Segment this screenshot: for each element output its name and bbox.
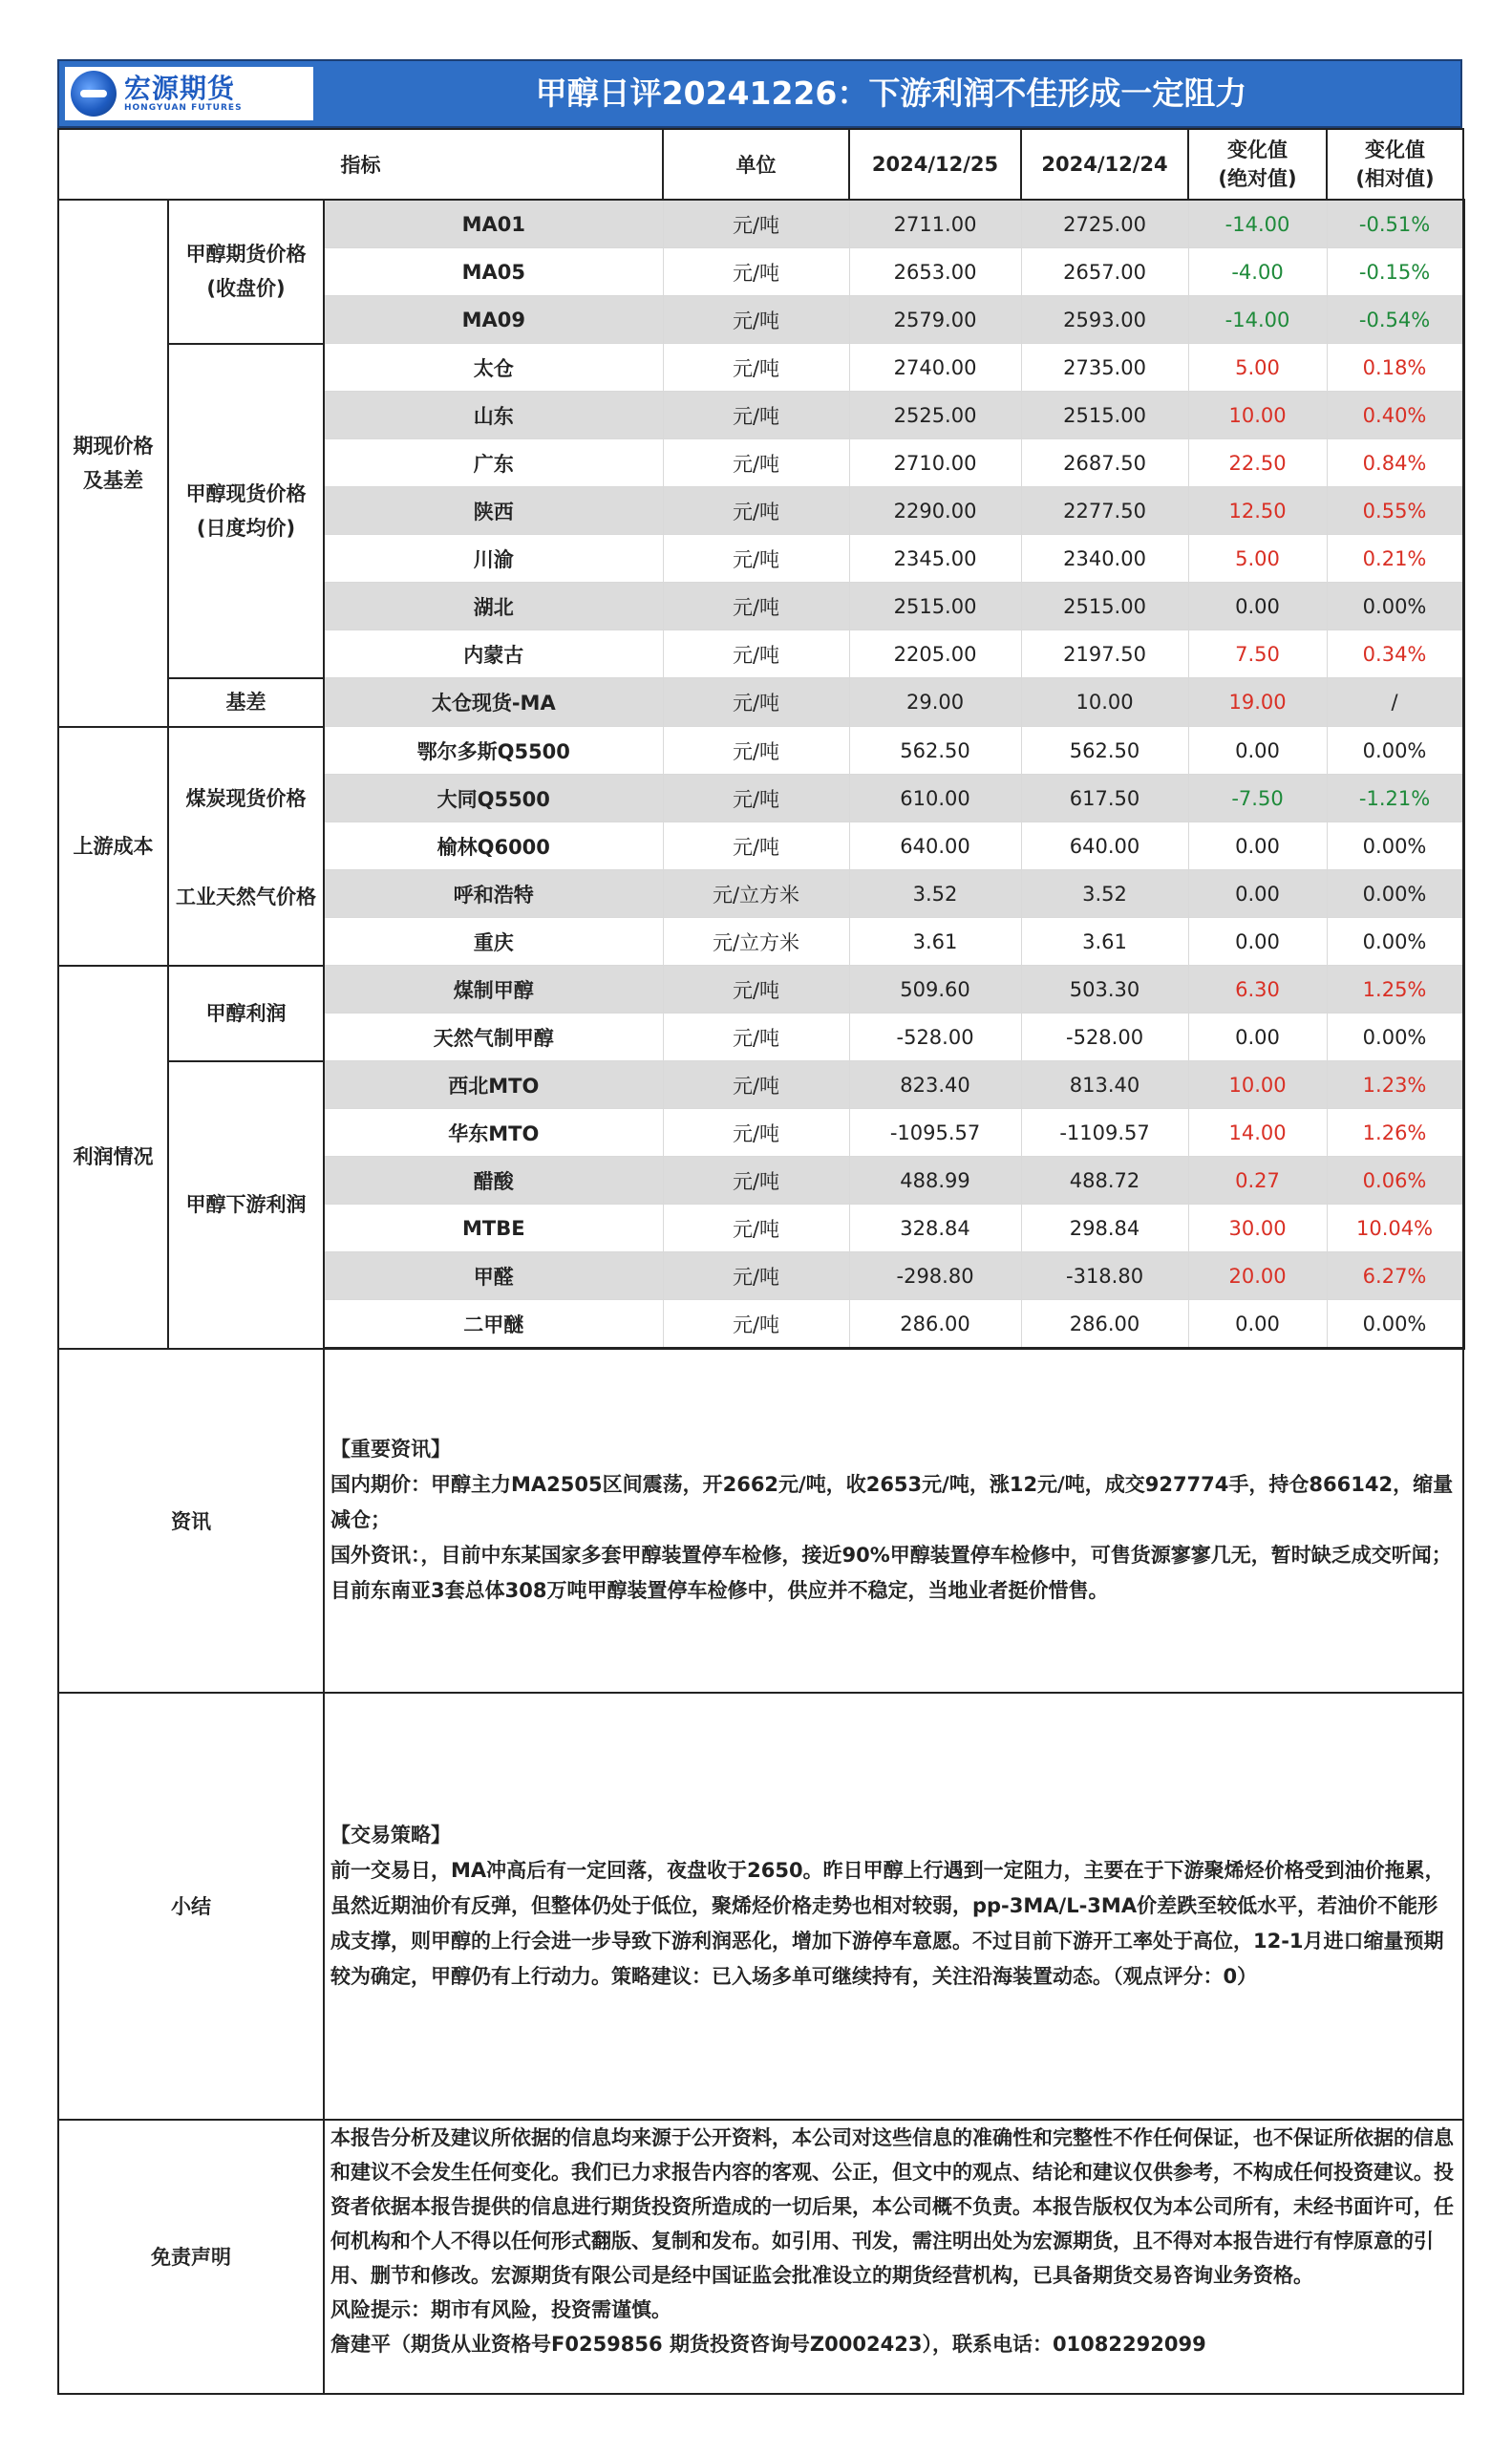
table-row bbox=[58, 200, 1463, 248]
table-header-row bbox=[58, 129, 1463, 200]
row-value-1: 2711.00 bbox=[849, 200, 1021, 248]
row-abs-change: -4.00 bbox=[1188, 248, 1327, 296]
row-abs-change: 0.00 bbox=[1188, 583, 1327, 630]
row-name: 呼和浩特 bbox=[324, 870, 663, 918]
row-value-1: 640.00 bbox=[849, 822, 1021, 870]
row-value-1: 2515.00 bbox=[849, 583, 1021, 630]
row-unit: 元/吨 bbox=[663, 344, 849, 392]
row-rel-change: 1.26% bbox=[1327, 1109, 1463, 1157]
row-value-2: 10.00 bbox=[1021, 678, 1188, 727]
col-date1: 2024/12/25 bbox=[849, 129, 1021, 200]
subcategory-basis: 基差 bbox=[168, 678, 324, 727]
row-value-1: 2205.00 bbox=[849, 630, 1021, 678]
report-header bbox=[57, 59, 1462, 128]
row-name: 川渝 bbox=[324, 535, 663, 583]
row-rel-change: 0.18% bbox=[1327, 344, 1463, 392]
row-value-1: 562.50 bbox=[849, 727, 1021, 775]
row-value-1: 2525.00 bbox=[849, 392, 1021, 439]
row-name: 湖北 bbox=[324, 583, 663, 630]
summary-row bbox=[58, 1693, 1463, 2120]
row-name: MA05 bbox=[324, 248, 663, 296]
row-value-2: 2657.00 bbox=[1021, 248, 1188, 296]
row-rel-change: 0.00% bbox=[1327, 1014, 1463, 1061]
row-abs-change: 0.00 bbox=[1188, 1014, 1327, 1061]
row-unit: 元/立方米 bbox=[663, 870, 849, 918]
row-rel-change: 0.00% bbox=[1327, 822, 1463, 870]
row-rel-change: 0.06% bbox=[1327, 1157, 1463, 1205]
news-foreign: 国外资讯：，目前中东某国家多套甲醇装置停车检修，接近90%甲醇装置停车检修中，可售货源寥寥几无，暂时缺乏成交听闻；目前东南亚3套总体308万吨甲醇装置停车检修中，供应并不稳定，当地业者挺价惜售。 bbox=[330, 1544, 1452, 1603]
row-name: MA09 bbox=[324, 296, 663, 344]
table-row bbox=[58, 678, 1463, 727]
news-heading: 【重要资讯】 bbox=[330, 1438, 451, 1462]
row-rel-change: 1.23% bbox=[1327, 1061, 1463, 1109]
row-value-2: 2735.00 bbox=[1021, 344, 1188, 392]
row-abs-change: -7.50 bbox=[1188, 775, 1327, 822]
row-unit: 元/吨 bbox=[663, 1061, 849, 1109]
row-unit: 元/吨 bbox=[663, 727, 849, 775]
row-value-1: -1095.57 bbox=[849, 1109, 1021, 1157]
subcategory-gas-price bbox=[168, 870, 324, 966]
row-value-2: 617.50 bbox=[1021, 775, 1188, 822]
subcategory-gas-price-label: 工业天然气价格 bbox=[176, 885, 316, 908]
subcategory-spot-price-l1: 甲醇现货价格 bbox=[185, 481, 307, 505]
row-value-2: 286.00 bbox=[1021, 1300, 1188, 1349]
row-unit: 元/吨 bbox=[663, 1109, 849, 1157]
row-abs-change: 14.00 bbox=[1188, 1109, 1327, 1157]
row-unit: 元/吨 bbox=[663, 1300, 849, 1349]
row-unit: 元/立方米 bbox=[663, 918, 849, 966]
disclaimer-row bbox=[58, 2120, 1463, 2394]
report-title: 甲醇日评20241226：下游利润不佳形成一定阻力 bbox=[535, 75, 1247, 112]
row-rel-change: 0.00% bbox=[1327, 1300, 1463, 1349]
col-rel-change-l1: 变化值 bbox=[1365, 139, 1426, 161]
row-name: 内蒙古 bbox=[324, 630, 663, 678]
row-name: 榆林Q6000 bbox=[324, 822, 663, 870]
subcategory-spot-price-l2: (日度均价) bbox=[196, 516, 296, 540]
row-value-2: 2197.50 bbox=[1021, 630, 1188, 678]
row-value-1: 29.00 bbox=[849, 678, 1021, 727]
row-rel-change: 0.00% bbox=[1327, 727, 1463, 775]
row-value-2: 2593.00 bbox=[1021, 296, 1188, 344]
row-name: MTBE bbox=[324, 1205, 663, 1252]
row-rel-change: / bbox=[1327, 678, 1463, 727]
row-value-2: 2515.00 bbox=[1021, 392, 1188, 439]
row-unit: 元/吨 bbox=[663, 966, 849, 1014]
row-name: 陕西 bbox=[324, 487, 663, 535]
row-unit: 元/吨 bbox=[663, 487, 849, 535]
row-unit: 元/吨 bbox=[663, 439, 849, 487]
row-abs-change: 7.50 bbox=[1188, 630, 1327, 678]
row-abs-change: -14.00 bbox=[1188, 200, 1327, 248]
row-name: 山东 bbox=[324, 392, 663, 439]
subcategory-methanol-profit: 甲醇利润 bbox=[168, 966, 324, 1061]
row-name: 太仓现货-MA bbox=[324, 678, 663, 727]
row-abs-change: 20.00 bbox=[1188, 1252, 1327, 1300]
row-value-2: -528.00 bbox=[1021, 1014, 1188, 1061]
row-rel-change: 0.40% bbox=[1327, 392, 1463, 439]
category-upstream: 上游成本 bbox=[58, 727, 168, 966]
summary-text: 前一交易日，MA冲高后有一定回落，夜盘收于2650。昨日甲醇上行遇到一定阻力，主要在于下游聚烯烃价格受到油价拖累，虽然近期油价有反弹，但整体仍处于低位，聚烯烃价格走势也相对较弱，pp-3MA/L-3MA价差跌至较低水平，若油价不能形成支撑，则甲醇的上行会进一步导致下游利润恶化，增加下游停车意愿。不过目前下游开工率处于高位，12-1月进口缩量预期较为确定，甲醇仍有上行动力。策略建议：已入场多单可继续持有，关注沿海装置动态。（观点评分：0） bbox=[330, 1858, 1445, 1988]
row-name: 广东 bbox=[324, 439, 663, 487]
row-unit: 元/吨 bbox=[663, 630, 849, 678]
col-indicator: 指标 bbox=[58, 129, 663, 200]
row-value-2: 2515.00 bbox=[1021, 583, 1188, 630]
table-row bbox=[58, 727, 1463, 775]
row-abs-change: 10.00 bbox=[1188, 392, 1327, 439]
disclaimer-text: 本报告分析及建议所依据的信息均来源于公开资料，本公司对这些信息的准确性和完整性不作任何保证，也不保证所依据的信息和建议不会发生任何变化。我们已力求报告内容的客观、公正，但文中的观点、结论和建议仅供参考，不构成任何投资建议。投资者依据本报告提供的信息进行期货投资所造成的一切后果，本公司概不负责。本报告版权仅为本公司所有，未经书面许可，任何机构和个人不得以任何形式翻版、复制和发布。如引用、刊发，需注明出处为宏源期货，且不得对本报告进行有悖原意的引用、删节和修改。宏源期货有限公司是经中国证监会批准设立的期货经营机构，已具备期货交易咨询业务资格。 bbox=[330, 2125, 1454, 2287]
row-value-2: 488.72 bbox=[1021, 1157, 1188, 1205]
row-unit: 元/吨 bbox=[663, 775, 849, 822]
row-name: 二甲醚 bbox=[324, 1300, 663, 1349]
subcategory-futures-price-l1: 甲醇期货价格 bbox=[185, 243, 307, 267]
row-abs-change: 0.00 bbox=[1188, 918, 1327, 966]
report-sheet bbox=[57, 59, 1462, 2395]
category-futures-basis-l2: 及基差 bbox=[83, 468, 143, 492]
row-rel-change: -0.15% bbox=[1327, 248, 1463, 296]
row-unit: 元/吨 bbox=[663, 1252, 849, 1300]
logo-en: HONGYUAN FUTURES bbox=[124, 103, 243, 113]
row-rel-change: 0.00% bbox=[1327, 583, 1463, 630]
row-unit: 元/吨 bbox=[663, 822, 849, 870]
row-name: 甲醛 bbox=[324, 1252, 663, 1300]
subcategory-futures-price bbox=[168, 200, 324, 344]
logo-text bbox=[124, 75, 243, 113]
category-futures-basis bbox=[58, 200, 168, 727]
row-value-1: 2579.00 bbox=[849, 296, 1021, 344]
disclaimer-label: 免责声明 bbox=[58, 2120, 324, 2394]
disclaimer-content bbox=[324, 2120, 1463, 2394]
row-name: 鄂尔多斯Q5500 bbox=[324, 727, 663, 775]
category-futures-basis-l1: 期现价格 bbox=[73, 434, 154, 458]
col-abs-change-l2: (绝对值) bbox=[1218, 167, 1297, 190]
row-value-1: -528.00 bbox=[849, 1014, 1021, 1061]
row-value-1: 2290.00 bbox=[849, 487, 1021, 535]
row-value-1: 2345.00 bbox=[849, 535, 1021, 583]
row-name: 太仓 bbox=[324, 344, 663, 392]
row-rel-change: 0.00% bbox=[1327, 870, 1463, 918]
row-name: 天然气制甲醇 bbox=[324, 1014, 663, 1061]
row-value-2: 562.50 bbox=[1021, 727, 1188, 775]
row-name: 煤制甲醇 bbox=[324, 966, 663, 1014]
row-value-1: 286.00 bbox=[849, 1300, 1021, 1349]
category-profit: 利润情况 bbox=[58, 966, 168, 1349]
subcategory-futures-price-l2: (收盘价) bbox=[206, 277, 286, 301]
row-abs-change: 22.50 bbox=[1188, 439, 1327, 487]
row-rel-change: 10.04% bbox=[1327, 1205, 1463, 1252]
row-unit: 元/吨 bbox=[663, 296, 849, 344]
row-unit: 元/吨 bbox=[663, 1205, 849, 1252]
table-row bbox=[58, 870, 1463, 918]
row-value-2: 813.40 bbox=[1021, 1061, 1188, 1109]
row-name: 华东MTO bbox=[324, 1109, 663, 1157]
row-unit: 元/吨 bbox=[663, 678, 849, 727]
row-unit: 元/吨 bbox=[663, 248, 849, 296]
row-value-2: 2277.50 bbox=[1021, 487, 1188, 535]
risk-warning: 风险提示：期市有风险，投资需谨慎。 bbox=[330, 2297, 671, 2321]
subcategory-downstream-profit: 甲醇下游利润 bbox=[168, 1061, 324, 1349]
row-name: 西北MTO bbox=[324, 1061, 663, 1109]
row-value-1: 610.00 bbox=[849, 775, 1021, 822]
row-value-2: 298.84 bbox=[1021, 1205, 1188, 1252]
row-abs-change: 0.00 bbox=[1188, 822, 1327, 870]
row-value-2: 2340.00 bbox=[1021, 535, 1188, 583]
row-value-2: 3.52 bbox=[1021, 870, 1188, 918]
row-unit: 元/吨 bbox=[663, 583, 849, 630]
data-table bbox=[57, 128, 1465, 2395]
news-row bbox=[58, 1349, 1463, 1693]
row-name: 醋酸 bbox=[324, 1157, 663, 1205]
row-rel-change: 0.21% bbox=[1327, 535, 1463, 583]
row-name: MA01 bbox=[324, 200, 663, 248]
summary-label: 小结 bbox=[58, 1693, 324, 2120]
row-value-1: 3.52 bbox=[849, 870, 1021, 918]
logo-icon bbox=[71, 71, 117, 117]
row-value-1: 2710.00 bbox=[849, 439, 1021, 487]
row-unit: 元/吨 bbox=[663, 1157, 849, 1205]
row-abs-change: 0.27 bbox=[1188, 1157, 1327, 1205]
row-rel-change: -0.54% bbox=[1327, 296, 1463, 344]
col-abs-change-l1: 变化值 bbox=[1227, 139, 1288, 161]
news-label: 资讯 bbox=[58, 1349, 324, 1693]
subcategory-spot-price bbox=[168, 344, 324, 678]
company-logo bbox=[65, 67, 313, 120]
row-unit: 元/吨 bbox=[663, 535, 849, 583]
summary-heading: 【交易策略】 bbox=[330, 1823, 451, 1847]
row-rel-change: 1.25% bbox=[1327, 966, 1463, 1014]
row-abs-change: 5.00 bbox=[1188, 535, 1327, 583]
row-value-1: -298.80 bbox=[849, 1252, 1021, 1300]
col-rel-change bbox=[1327, 129, 1463, 200]
row-value-1: 2653.00 bbox=[849, 248, 1021, 296]
row-unit: 元/吨 bbox=[663, 1014, 849, 1061]
row-value-2: 503.30 bbox=[1021, 966, 1188, 1014]
row-abs-change: 0.00 bbox=[1188, 870, 1327, 918]
row-abs-change: 10.00 bbox=[1188, 1061, 1327, 1109]
summary-content bbox=[324, 1693, 1463, 2120]
news-domestic: 国内期价：甲醇主力MA2505区间震荡，开2662元/吨，收2653元/吨，涨12元/吨，成交927774手，持仓866142，缩量减仓； bbox=[330, 1473, 1454, 1532]
row-abs-change: 19.00 bbox=[1188, 678, 1327, 727]
row-value-2: 3.61 bbox=[1021, 918, 1188, 966]
row-abs-change: 30.00 bbox=[1188, 1205, 1327, 1252]
row-value-2: 2687.50 bbox=[1021, 439, 1188, 487]
row-value-1: 823.40 bbox=[849, 1061, 1021, 1109]
table-row bbox=[58, 1061, 1463, 1109]
row-rel-change: 0.00% bbox=[1327, 918, 1463, 966]
row-abs-change: 6.30 bbox=[1188, 966, 1327, 1014]
row-abs-change: 0.00 bbox=[1188, 1300, 1327, 1349]
row-abs-change: 5.00 bbox=[1188, 344, 1327, 392]
row-value-1: 328.84 bbox=[849, 1205, 1021, 1252]
col-rel-change-l2: (相对值) bbox=[1355, 167, 1435, 190]
row-unit: 元/吨 bbox=[663, 392, 849, 439]
row-value-2: 2725.00 bbox=[1021, 200, 1188, 248]
row-value-2: -318.80 bbox=[1021, 1252, 1188, 1300]
row-rel-change: 0.84% bbox=[1327, 439, 1463, 487]
col-abs-change bbox=[1188, 129, 1327, 200]
row-value-1: 488.99 bbox=[849, 1157, 1021, 1205]
row-rel-change: 6.27% bbox=[1327, 1252, 1463, 1300]
logo-cn: 宏源期货 bbox=[124, 73, 236, 104]
row-abs-change: -14.00 bbox=[1188, 296, 1327, 344]
col-date2: 2024/12/24 bbox=[1021, 129, 1188, 200]
author-info: 詹建平（期货从业资格号F0259856 期货投资咨询号Z0002423），联系电话：01082292099 bbox=[330, 2332, 1206, 2356]
row-value-2: -1109.57 bbox=[1021, 1109, 1188, 1157]
row-rel-change: -1.21% bbox=[1327, 775, 1463, 822]
row-rel-change: 0.55% bbox=[1327, 487, 1463, 535]
table-row bbox=[58, 966, 1463, 1014]
row-abs-change: 0.00 bbox=[1188, 727, 1327, 775]
row-value-2: 640.00 bbox=[1021, 822, 1188, 870]
row-rel-change: -0.51% bbox=[1327, 200, 1463, 248]
row-value-1: 3.61 bbox=[849, 918, 1021, 966]
row-name: 重庆 bbox=[324, 918, 663, 966]
row-value-1: 2740.00 bbox=[849, 344, 1021, 392]
row-abs-change: 12.50 bbox=[1188, 487, 1327, 535]
row-value-1: 509.60 bbox=[849, 966, 1021, 1014]
news-content bbox=[324, 1349, 1463, 1693]
col-unit: 单位 bbox=[663, 129, 849, 200]
row-name: 大同Q5500 bbox=[324, 775, 663, 822]
table-row bbox=[58, 344, 1463, 392]
subcategory-coal-price: 煤炭现货价格 bbox=[168, 727, 324, 870]
row-unit: 元/吨 bbox=[663, 200, 849, 248]
row-rel-change: 0.34% bbox=[1327, 630, 1463, 678]
